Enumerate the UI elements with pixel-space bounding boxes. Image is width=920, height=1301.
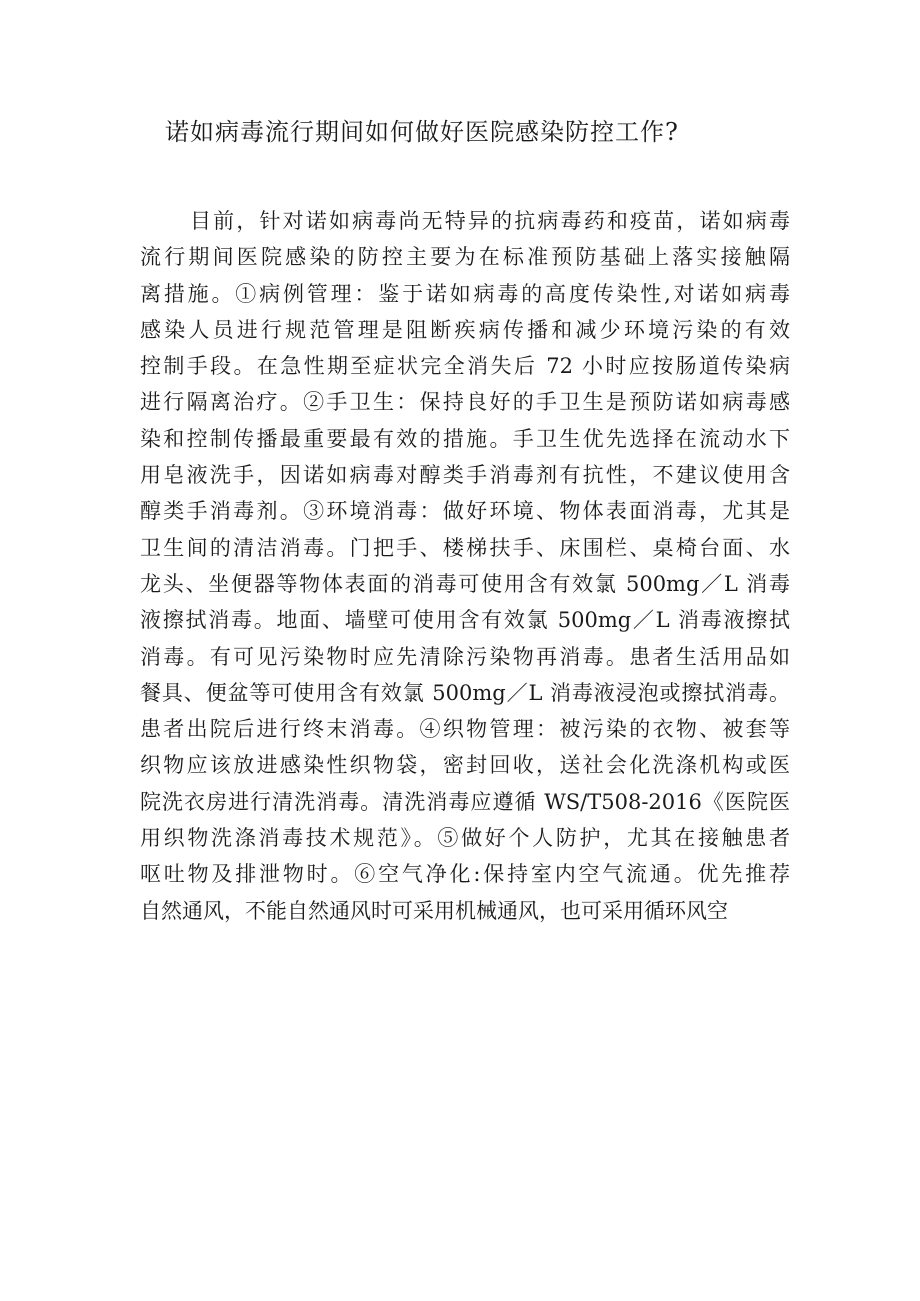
paragraph-line: 患者出院后进行终末消毒。④织物管理：被污染的衣物、被套等 bbox=[140, 717, 790, 742]
paragraph-line: 液擦拭消毒。地面、墙壁可使用含有效氯 500mg／L 消毒液擦拭 bbox=[140, 608, 790, 633]
paragraph-line: 自然通风，不能自然通风时可采用机械通风，也可采用循环风空 bbox=[140, 898, 728, 923]
paragraph-line: 进行隔离治疗。②手卫生：保持良好的手卫生是预防诺如病毒感 bbox=[140, 390, 790, 415]
document-title: 诺如病毒流行期间如何做好医院感染防控工作? bbox=[165, 118, 679, 146]
paragraph-line: 染和控制传播最重要最有效的措施。手卫生优先选择在流动水下 bbox=[140, 426, 790, 451]
paragraph-line: 感染人员进行规范管理是阻断疾病传播和减少环境污染的有效 bbox=[140, 317, 790, 342]
paragraph-line: 龙头、坐便器等物体表面的消毒可使用含有效氯 500mg／L 消毒 bbox=[140, 571, 790, 596]
paragraph-line: 控制手段。在急性期至症状完全消失后 72 小时应按肠道传染病 bbox=[140, 354, 790, 379]
paragraph-line: 卫生间的清洁消毒。门把手、楼梯扶手、床围栏、桌椅台面、水 bbox=[140, 535, 790, 560]
paragraph-line: 院洗衣房进行清洗消毒。清洗消毒应遵循 WS/T508-2016《医院医 bbox=[140, 789, 790, 814]
paragraph-line: 流行期间医院感染的防控主要为在标准预防基础上落实接触隔 bbox=[140, 245, 790, 270]
paragraph-line: 离措施。①病例管理：鉴于诺如病毒的高度传染性,对诺如病毒 bbox=[140, 281, 790, 306]
paragraph-line: 餐具、便盆等可使用含有效氯 500mg／L 消毒液浸泡或擦拭消毒。 bbox=[140, 680, 790, 705]
paragraph-line: 织物应该放进感染性织物袋，密封回收，送社会化洗涤机构或医 bbox=[140, 753, 790, 778]
paragraph-line: 醇类手消毒剂。③环境消毒：做好环境、物体表面消毒，尤其是 bbox=[140, 499, 790, 524]
paragraph-line: 用皂液洗手，因诺如病毒对醇类手消毒剂有抗性，不建议使用含 bbox=[140, 463, 790, 488]
paragraph-line: 目前，针对诺如病毒尚无特异的抗病毒药和疫苗，诺如病毒 bbox=[190, 209, 790, 233]
document-body bbox=[140, 203, 790, 929]
paragraph-line: 呕吐物及排泄物时。⑥空气净化:保持室内空气流通。优先推荐 bbox=[140, 862, 790, 887]
paragraph-line: 消毒。有可见污染物时应先清除污染物再消毒。患者生活用品如 bbox=[140, 644, 790, 669]
paragraph-line: 用织物洗涤消毒技术规范》。⑤做好个人防护，尤其在接触患者 bbox=[140, 826, 790, 851]
